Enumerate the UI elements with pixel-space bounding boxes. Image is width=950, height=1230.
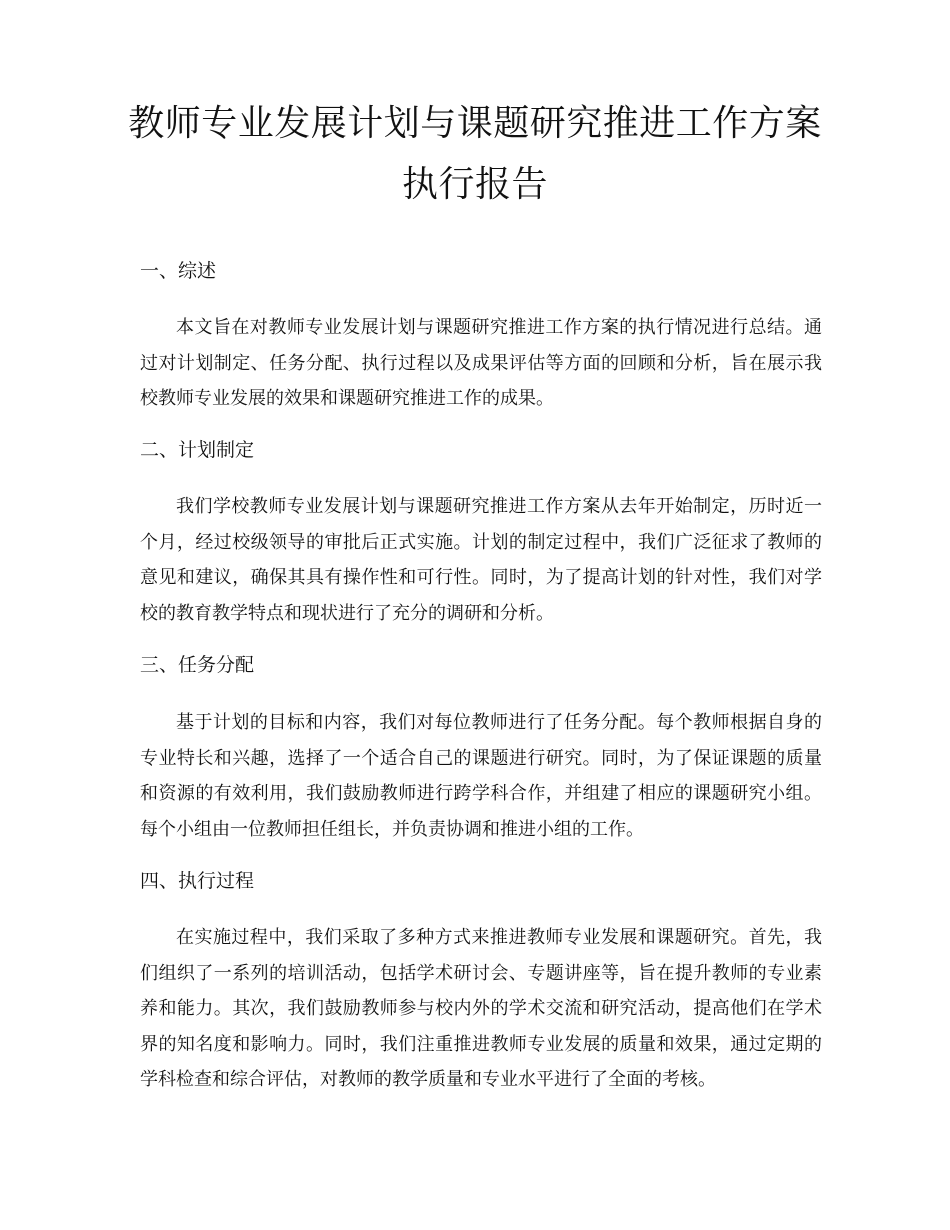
section-heading-plan xyxy=(140,438,830,462)
section-body-tasks: 基于计划的目标和内容，我们对每位教师进行了任务分配。每个教师根据自身的专业特长和兴趣，选择了一个适合自己的课题进行研究。同时，为了保证课题的质量和资源的有效利用，我们鼓励教师进行跨学科合作，并组建了相应的课题研究小组。每个小组由一位教师担任组长，并负责协调和推进小组的工作。 xyxy=(140,712,822,840)
section-body-plan: 我们学校教师专业发展计划与课题研究推进工作方案从去年开始制定，历时近一个月，经过校级领导的审批后正式实施。计划的制定过程中，我们广泛征求了教师的意见和建议，确保其具有操作性和可行性。同时，为了提高计划的针对性，我们对学校的教育教学特点和现状进行了充分的调研和分析。 xyxy=(140,496,822,624)
section-heading: 三、任务分配 xyxy=(140,654,255,676)
section-body-execution: 在实施过程中，我们采取了多种方式来推进教师专业发展和课题研究。首先，我们组织了一系列的培训活动，包括学术研讨会、专题讲座等，旨在提升教师的专业素养和能力。其次，我们鼓励教师参与校内外的学术交流和研究活动，提高他们在学术界的知名度和影响力。同时，我们注重推进教师专业发展的质量和效果，通过定期的学科检查和综合评估，对教师的教学质量和专业水平进行了全面的考核。 xyxy=(140,927,822,1090)
section-body-overview: 本文旨在对教师专业发展计划与课题研究推进工作方案的执行情况进行总结。通过对计划制定、任务分配、执行过程以及成果评估等方面的回顾和分析，旨在展示我校教师专业发展的效果和课题研究推进工作的成果。 xyxy=(140,317,822,409)
document-title-line-1: 教师专业发展计划与课题研究推进工作方案 xyxy=(128,103,822,144)
section-heading: 一、综述 xyxy=(140,260,217,282)
section-heading: 四、执行过程 xyxy=(140,870,255,892)
section-heading-execution xyxy=(140,869,830,893)
section-heading-tasks xyxy=(140,653,830,677)
section-heading: 二、计划制定 xyxy=(140,439,255,461)
section-heading-overview xyxy=(140,259,830,283)
document-title-line-2: 执行报告 xyxy=(401,164,548,205)
